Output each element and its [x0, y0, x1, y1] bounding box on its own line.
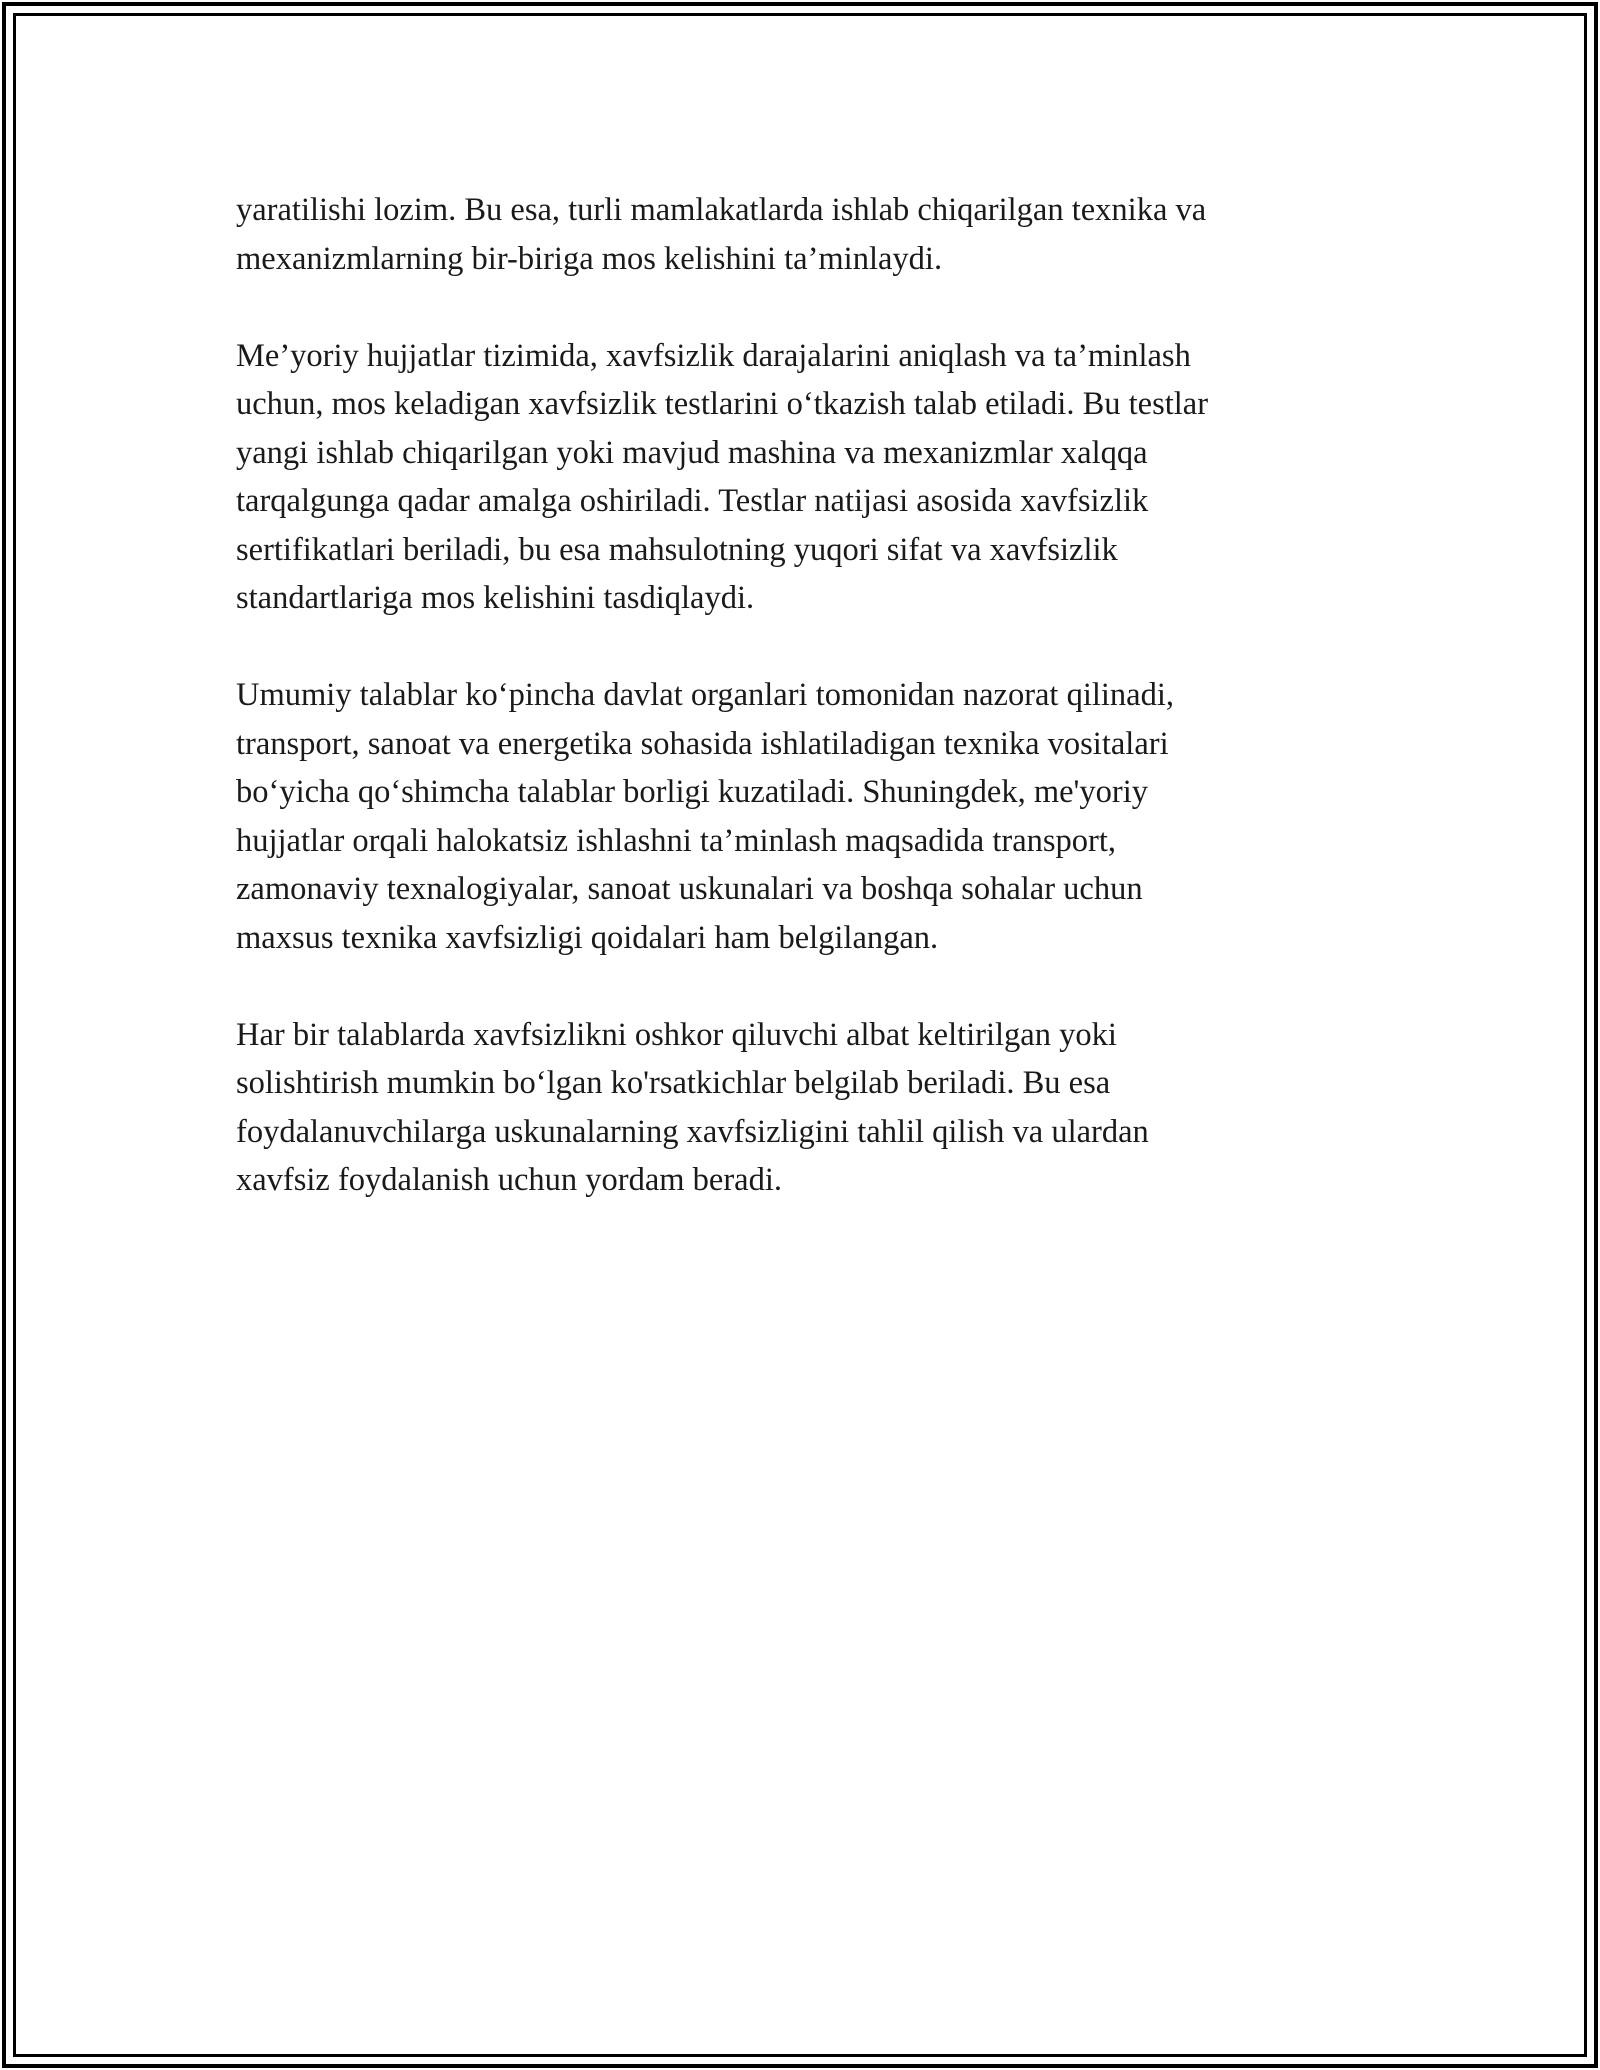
paragraph-3 — [236, 671, 1376, 962]
text-line: maxsus texnika xavfsizligi qoidalari ham belgilangan. — [236, 919, 939, 956]
text-line: yaratilishi lozim. Bu esa, turli mamlakatlarda ishlab chiqarilgan texnika va — [236, 192, 1207, 228]
text-line: solishtirish mumkin bo‘lgan ko'rsatkichlar belgilab beriladi. Bu esa — [236, 1065, 1111, 1101]
text-line: zamonaviy texnalogiyalar, sanoat uskunalari va boshqa sohalar uchun — [236, 871, 1143, 907]
text-line: Me’yoriy hujjatlar tizimida, xavfsizlik darajalarini aniqlash va ta’minlash — [236, 337, 1191, 374]
text-line: yangi ishlab chiqarilgan yoki mavjud mashina va mexanizmlar xalqqa — [236, 434, 1148, 471]
paragraph-4 — [236, 1011, 1376, 1205]
text-line: hujjatlar orqali halokatsiz ishlashni ta’minlash maqsadida transport, — [236, 822, 1116, 859]
text-line: uchun, mos keladigan xavfsizlik testlarini o‘tkazish talab etiladi. Bu testlar — [236, 386, 1209, 422]
text-line: transport, sanoat va energetika sohasida ishlatiladigan texnika vositalari — [236, 725, 1169, 762]
text-line: sertifikatlari beriladi, bu esa mahsulotning yuqori sifat va xavfsizlik — [236, 531, 1118, 568]
text-line: foydalanuvchilarga uskunalarning xavfsizligini tahlil qilish va ulardan — [236, 1113, 1149, 1150]
text-line: xavfsiz foydalanish uchun yordam beradi. — [236, 1162, 783, 1198]
paragraph-1 — [236, 186, 1376, 283]
text-line: Har bir talablarda xavfsizlikni oshkor qiluvchi albat keltirilgan yoki — [236, 1016, 1117, 1053]
text-line: standartlariga mos kelishini tasdiqlaydi. — [236, 580, 755, 616]
text-line: tarqalgunga qadar amalga oshiriladi. Testlar natijasi asosida xavfsizlik — [236, 483, 1149, 519]
text-line: bo‘yicha qo‘shimcha talablar borligi kuzatiladi. Shuningdek, me'yoriy — [236, 774, 1149, 810]
text-line: Umumiy talablar ko‘pincha davlat organlari tomonidan nazorat qilinadi, — [236, 677, 1175, 713]
document-body — [236, 186, 1376, 1253]
text-line: mexanizmlarning bir-biriga mos kelishini ta’minlaydi. — [236, 240, 943, 277]
paragraph-2 — [236, 332, 1376, 623]
